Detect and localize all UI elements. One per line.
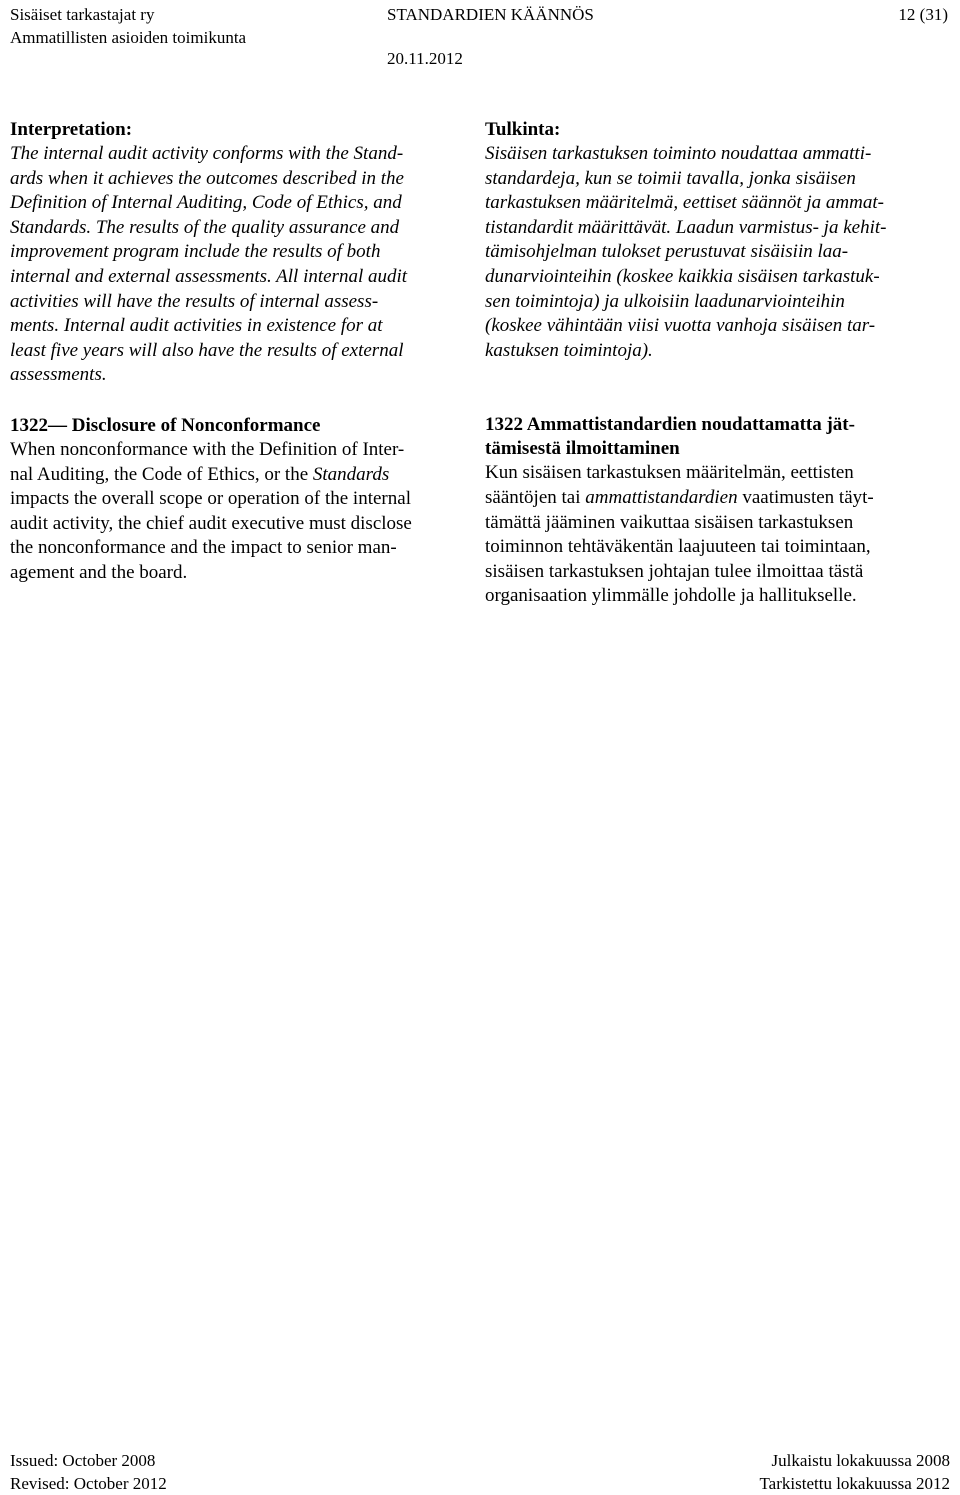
text-line: Sisäisen tarkastuksen toiminto noudattaa ammatti- (485, 143, 872, 164)
text-line: Kun sisäisen tarkastuksen määritelmän, eettisten (485, 462, 854, 484)
english-column (10, 118, 475, 586)
footer-revised: Revised: October 2012 (10, 1474, 167, 1493)
text-line: impacts the overall scope or operation of the internal (10, 488, 411, 510)
header-date: 20.11.2012 (387, 49, 463, 68)
text-line: organisaation ylimmälle johdolle ja hallitukselle. (485, 585, 857, 607)
text-line: toiminnon tehtäväkentän laajuuteen tai toimintaan, (485, 536, 871, 558)
text-line: sisäisen tarkastuksen johtajan tulee ilmoittaa tästä (485, 560, 864, 582)
text-line: sen toimintoja) ja ulkoisiin laadunarviointeihin (485, 290, 845, 312)
finnish-column (485, 118, 950, 609)
text-line: internal and external assessments. All internal audit (10, 265, 408, 287)
ammattistandardien-emphasis: ammattistandardien (585, 486, 738, 508)
header-committee: Ammatillisten asioiden toimikunta (10, 28, 247, 47)
tulkinta-text (485, 142, 950, 363)
standard-text (10, 438, 475, 586)
standard-text-fi (485, 461, 950, 609)
text-line: assessments. (10, 364, 107, 386)
text-line: sääntöjen tai ammattistandardien vaatimusten täyt- (485, 486, 874, 508)
footer-julkaistu: Julkaistu lokakuussa 2008 (771, 1451, 950, 1470)
text-line: tarkastuksen määritelmä, eettiset säännöt ja ammat- (485, 192, 884, 214)
footer-issued: Issued: October 2008 (10, 1451, 156, 1470)
text-line: Standards. The results of the quality assurance and (10, 216, 400, 238)
text-line: tämättä jääminen vaikuttaa sisäisen tarkastuksen (485, 511, 854, 533)
text-line: kastuksen toimintoja). (485, 339, 653, 361)
text-line: When nonconformance with the Definition of Inter- (10, 438, 405, 460)
text-line: activities will have the results of internal assess- (10, 290, 379, 312)
text-line: The internal audit activity conforms with the Stand- (10, 143, 404, 164)
text-line: (koskee vähintään viisi vuotta vanhoja sisäisen tar- (485, 315, 876, 337)
footer-tarkistettu: Tarkistettu lokakuussa 2012 (759, 1474, 950, 1493)
text-line: improvement program include the results of both (10, 241, 381, 263)
text-line: nal Auditing, the Code of Ethics, or the Standards (10, 463, 390, 485)
text-line: tistandardit määrittävät. Laadun varmistus- ja kehit- (485, 216, 887, 238)
standard-heading-fi: 1322 Ammattistandardien noudattamatta jät- tämisestä ilmoittaminen (485, 414, 855, 460)
interpretation-text (10, 142, 475, 388)
header-document-title: STANDARDIEN KÄÄNNÖS (387, 5, 594, 24)
text-line: agement and the board. (10, 561, 188, 583)
standards-emphasis: Standards (312, 463, 390, 485)
text-line: ments. Internal audit activities in existence for at (10, 315, 383, 337)
interpretation-heading: Interpretation: (10, 119, 133, 140)
text-line: audit activity, the chief audit executive must disclose (10, 512, 412, 534)
standard-heading: 1322— Disclosure of Nonconformance (10, 414, 321, 436)
text-line: tämisohjelman tulokset perustuvat sisäisiin laa- (485, 241, 849, 263)
header-organization: Sisäiset tarkastajat ry (10, 5, 155, 24)
header-page-number: 12 (31) (898, 5, 948, 24)
text-line: dunarviointeihin (koskee kaikkia sisäisen tarkastuk- (485, 265, 880, 287)
text-line: least five years will also have the results of external (10, 339, 404, 361)
text-line: standardeja, kun se toimii tavalla, jonka sisäisen (485, 167, 856, 189)
tulkinta-heading: Tulkinta: (485, 119, 561, 140)
text-line: ards when it achieves the outcomes described in the (10, 167, 404, 189)
text-line: the nonconformance and the impact to senior man- (10, 537, 397, 559)
text-line: Definition of Internal Auditing, Code of Ethics, and (10, 192, 402, 214)
